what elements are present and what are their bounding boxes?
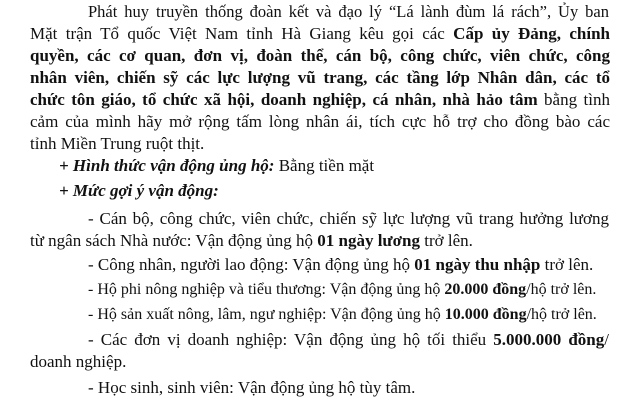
item-4 bbox=[88, 305, 597, 325]
intro-line-5 bbox=[30, 90, 610, 110]
item-5-amount: 5.000.000 đồng bbox=[493, 330, 605, 349]
item-5-line-2: doanh nghiệp. bbox=[30, 352, 127, 371]
intro-line-6: cảm của mình hãy mở rộng tấm lòng nhân ái, tích cực hỗ trợ cho đồng bào các bbox=[30, 112, 610, 131]
form-of-donation bbox=[59, 156, 374, 176]
item-1-text: từ ngân sách Nhà nước: Vận động ủng hộ bbox=[30, 231, 318, 250]
item-1-amount: 01 ngày lương bbox=[317, 231, 420, 250]
form-label: + Hình thức vận động ủng hộ: bbox=[59, 156, 275, 175]
item-4-amount: 10.000 đồng bbox=[444, 306, 527, 323]
item-5-line-1 bbox=[88, 330, 609, 350]
suggested-level-heading: + Mức gợi ý vận động: bbox=[59, 181, 219, 200]
intro-line-5-text: bằng tình bbox=[537, 90, 610, 109]
item-1-line-1: - Cán bộ, công chức, viên chức, chiến sỹ lực lượng vũ trang hưởng lương bbox=[88, 209, 609, 228]
item-6: - Học sinh, sinh viên: Vận động ủng hộ tùy tâm. bbox=[88, 378, 416, 397]
item-2 bbox=[88, 255, 593, 275]
intro-line-2 bbox=[30, 24, 610, 44]
item-1-line-2 bbox=[30, 231, 473, 251]
intro-line-4: nhân viên, chiến sỹ các lực lượng vũ trang, các tầng lớp Nhân dân, các tổ bbox=[30, 68, 610, 87]
item-3 bbox=[88, 280, 596, 300]
item-1-suffix: trở lên. bbox=[420, 231, 473, 250]
form-value: Bằng tiền mặt bbox=[274, 156, 375, 175]
intro-line-2-bold: Cấp ủy Đảng, chính bbox=[453, 24, 610, 43]
item-3-amount: 20.000 đồng bbox=[444, 281, 527, 298]
item-2-suffix: trở lên. bbox=[540, 255, 594, 274]
intro-line-2-text: Mặt trận Tổ quốc Việt Nam tỉnh Hà Giang kêu gọi các bbox=[30, 24, 454, 43]
intro-line-5-bold: chức tôn giáo, tổ chức xã hội, doanh nghiệp, cá nhân, nhà hảo tâm bbox=[30, 90, 538, 109]
intro-line-1: Phát huy truyền thống đoàn kết và đạo lý “Lá lành đùm lá rách”, Ủy ban bbox=[88, 2, 609, 21]
item-5-suffix: / bbox=[604, 330, 609, 349]
item-2-amount: 01 ngày thu nhập bbox=[414, 255, 541, 274]
item-3-text: - Hộ phi nông nghiệp và tiểu thương: Vận động ủng hộ bbox=[88, 281, 445, 298]
intro-line-7: tỉnh Miền Trung ruột thịt. bbox=[30, 134, 205, 153]
item-4-suffix: /hộ trở lên. bbox=[526, 306, 597, 323]
item-5-text: - Các đơn vị doanh nghiệp: Vận động ủng hộ tối thiểu bbox=[88, 330, 494, 349]
item-2-text: - Công nhân, người lao động: Vận động ủng hộ bbox=[88, 255, 415, 274]
item-4-text: - Hộ sản xuất nông, lâm, ngư nghiệp: Vận động ủng hộ bbox=[88, 306, 445, 323]
item-3-suffix: /hộ trở lên. bbox=[526, 281, 597, 298]
intro-line-3: quyền, các cơ quan, đơn vị, đoàn thể, cán bộ, công chức, viên chức, công bbox=[30, 46, 610, 65]
